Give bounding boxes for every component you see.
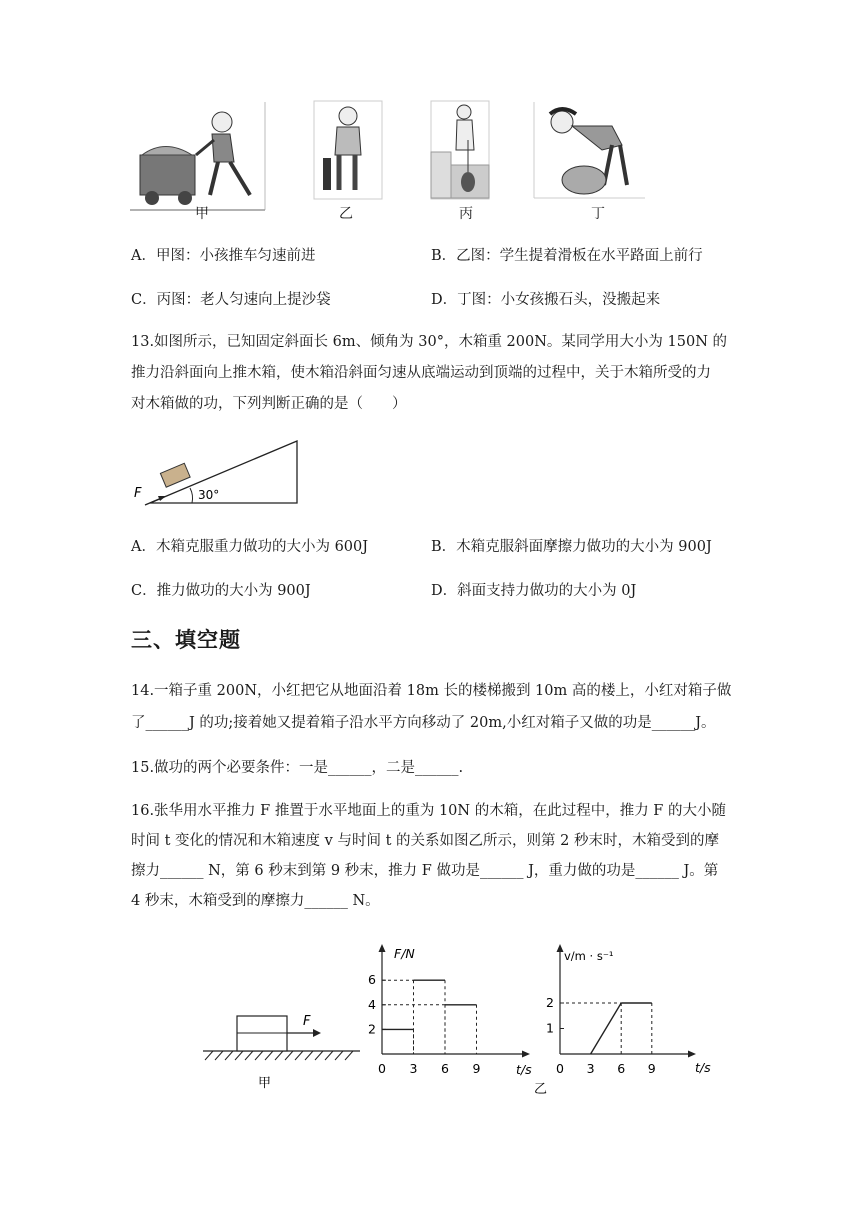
child-pushing-cart-picture (130, 100, 270, 212)
q16-line-2: 时间 t 变化的情况和木箱速度 v 与时间 t 的关系如图乙所示，则第 2 秒末时，木箱受到的摩 (131, 833, 719, 849)
figure-yi-caption: 乙 (534, 1082, 548, 1097)
caption-ding: 丁 (591, 206, 605, 222)
f-y-tick-label: 2 (368, 1021, 376, 1037)
q14-line-1: 14.一箱子重 200N，小红把它从地面沿着 18m 长的楼梯搬到 10m 高的楼上，小红对箱子做 (131, 683, 732, 699)
q13-option-c: C．推力做功的大小为 900J (131, 583, 311, 599)
section-title: 三、填空题 (131, 628, 241, 652)
incline-figure (130, 435, 310, 510)
q15-line: 15.做功的两个必要条件：一是______，二是______. (131, 760, 464, 776)
force-time-graph (362, 942, 540, 1082)
f-axis-x-label: t/s (516, 1062, 532, 1077)
v-x-tick-label: 6 (617, 1061, 626, 1076)
caption-jia: 甲 (195, 206, 209, 222)
velocity-time-graph (534, 940, 720, 1100)
f-y-tick-label: 6 (368, 972, 376, 988)
student-carrying-skateboard-picture (313, 100, 383, 200)
v-y-tick-label: 2 (546, 995, 554, 1010)
q13-line-1: 13.如图所示，已知固定斜面长 6m、倾角为 30°，木箱重 200N。某同学用大小为 150N 的 (131, 334, 728, 350)
q13-option-a: A．木箱克服重力做功的大小为 600J (131, 539, 369, 555)
q13-line-2: 推力沿斜面向上推木箱，使木箱沿斜面匀速从底端运动到顶端的过程中，关于木箱所受的力 (131, 365, 711, 381)
f-x-tick-label: 0 (378, 1061, 386, 1076)
caption-bing: 丙 (459, 206, 473, 222)
old-man-lifting-bag-picture (430, 100, 490, 200)
girl-lifting-stone-picture (532, 100, 647, 200)
figure-jia-caption: 甲 (258, 1076, 272, 1091)
push-force-label: F (303, 1014, 311, 1029)
q12-option-b: B．乙图：学生提着滑板在水平路面上前行 (431, 248, 703, 264)
q13-option-b: B．木箱克服斜面摩擦力做功的大小为 900J (431, 539, 712, 555)
force-label-f: F (134, 486, 142, 501)
angle-label: 30° (198, 488, 220, 502)
q16-line-1: 16.张华用水平推力 F 推置于水平地面上的重为 10N 的木箱，在此过程中，推力 F 的大小随 (131, 803, 726, 819)
f-x-tick-label: 6 (441, 1061, 449, 1076)
f-x-tick-label: 3 (409, 1061, 418, 1076)
f-x-tick-label: 9 (472, 1061, 481, 1076)
q13-option-d: D．斜面支持力做功的大小为 0J (431, 583, 637, 599)
caption-yi: 乙 (339, 206, 353, 222)
v-x-tick-label: 9 (647, 1061, 656, 1076)
v-axis-x-label: t/s (695, 1060, 711, 1075)
ground-hatching (205, 1051, 353, 1060)
q12-option-d: D．丁图：小女孩搬石头，没搬起来 (431, 292, 661, 308)
q16-line-3: 擦力______ N，第 6 秒末到第 9 秒末，推力 F 做功是______ J，重力做的功是______ J。第 (131, 863, 719, 879)
q13-line-3: 对木箱做的功，下列判断正确的是（ ） (131, 396, 407, 412)
v-x-tick-label: 3 (586, 1061, 595, 1076)
v-x-tick-label: 0 (556, 1061, 564, 1076)
q14-line-2: 了______J 的功;接着她又提着箱子沿水平方向移动了 20m,小红对箱子又做的功是______J。 (131, 715, 716, 731)
v-axis-y-label: v/m · s⁻¹ (564, 949, 614, 963)
q12-option-a: A．甲图：小孩推车匀速前进 (131, 248, 316, 264)
v-data-segment (591, 1003, 622, 1054)
q12-option-c: C．丙图：老人匀速向上提沙袋 (131, 292, 331, 308)
f-y-tick-label: 4 (368, 996, 376, 1012)
f-axis-y-label: F/N (394, 946, 415, 961)
q12-figure-row (125, 100, 665, 225)
box-on-ground-figure (195, 1000, 365, 1095)
q16-line-4: 4 秒末，木箱受到的摩擦力______ N。 (131, 893, 380, 909)
v-y-tick-label: 1 (546, 1020, 554, 1036)
